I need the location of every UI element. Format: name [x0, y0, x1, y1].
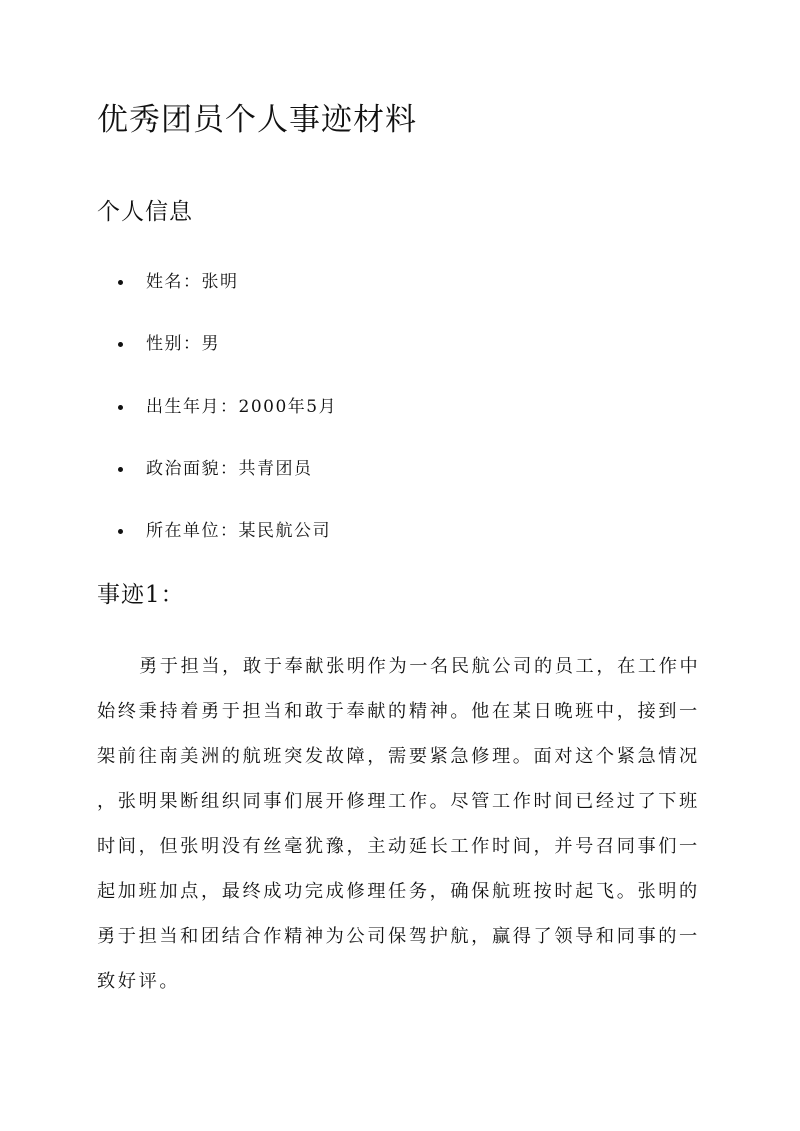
bullet-dot — [118, 467, 123, 472]
bullet-dot — [118, 405, 123, 410]
paragraph-line: 勇于担当，敢于奉献张明作为一名民航公司的员工，在工作中 — [139, 656, 701, 677]
personal-info-heading: 个人信息 — [97, 199, 193, 225]
paragraph-line: 致好评。 — [97, 971, 181, 992]
bullet-dot — [118, 280, 123, 285]
paragraph-line: ，张明果断组织同事们展开修理工作。尽管工作时间已经过了下班 — [97, 791, 700, 812]
info-item-text: 性别：男 — [146, 334, 220, 354]
paragraph-line: 时间，但张明没有丝毫犹豫，主动延长工作时间，并号召同事们一 — [97, 836, 700, 857]
deed-paragraph — [97, 652, 703, 1072]
info-item-text: 姓名：张明 — [146, 272, 239, 292]
document-title: 优秀团员个人事迹材料 — [97, 102, 417, 138]
info-item-text: 所在单位：某民航公司 — [146, 521, 331, 541]
paragraph-line: 始终秉持着勇于担当和敢于奉献的精神。他在某日晚班中，接到一 — [97, 701, 700, 722]
bullet-dot — [118, 342, 123, 347]
deed-heading: 事迹1： — [97, 582, 185, 608]
paragraph-line: 架前往南美洲的航班突发故障，需要紧急修理。面对这个紧急情况 — [97, 746, 700, 767]
paragraph-line: 勇于担当和团结合作精神为公司保驾护航，赢得了领导和同事的一 — [97, 926, 700, 947]
info-item-text: 政治面貌：共青团员 — [146, 459, 313, 479]
info-item-text: 出生年月：2000年5月 — [146, 397, 338, 417]
bullet-dot — [118, 529, 123, 534]
paragraph-line: 起加班加点，最终成功完成修理任务，确保航班按时起飞。张明的 — [97, 881, 700, 902]
